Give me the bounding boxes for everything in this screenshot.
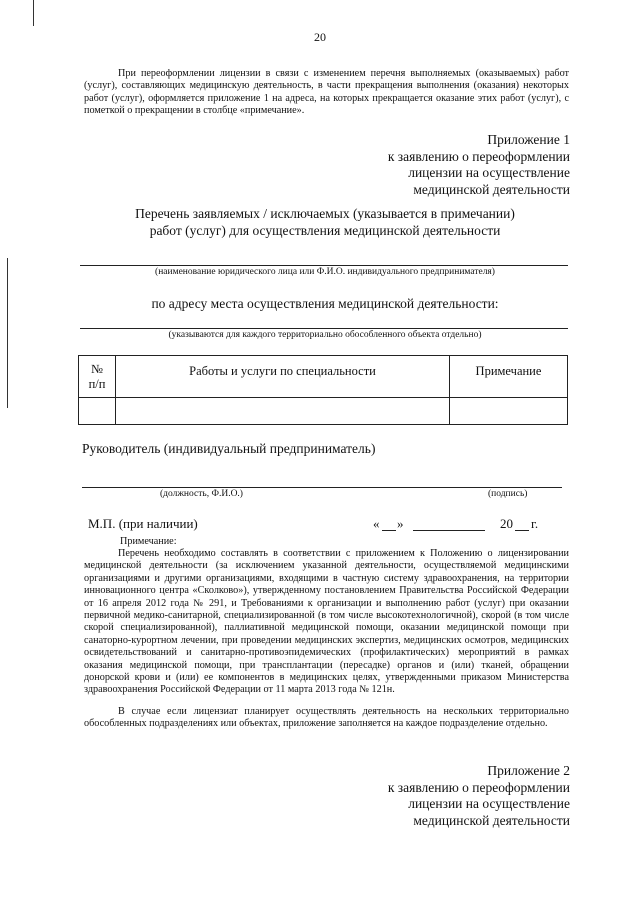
date-month-line[interactable] bbox=[413, 530, 485, 531]
date-year-prefix: 20 bbox=[500, 516, 513, 531]
table-cell-note[interactable] bbox=[450, 398, 568, 425]
page-number: 20 bbox=[314, 30, 326, 44]
stamp-label: М.П. (при наличии) bbox=[88, 516, 198, 531]
date-close-quote: » bbox=[397, 516, 404, 531]
date-year-line[interactable] bbox=[515, 530, 529, 531]
col-services-header: Работы и услуги по специальности bbox=[116, 356, 450, 398]
position-caption: (должность, Ф.И.О.) bbox=[160, 489, 243, 499]
col-number-line1: № bbox=[91, 361, 103, 376]
table-cell-services[interactable] bbox=[116, 398, 450, 425]
table-header-row bbox=[79, 356, 568, 398]
col-number-header bbox=[79, 356, 116, 398]
appendix-1-line: Приложение 1 bbox=[487, 132, 570, 147]
date-day-line[interactable] bbox=[382, 530, 396, 531]
appendix-2-line: медицинской деятельности bbox=[413, 812, 570, 828]
appendix-1-line: лицензии на осуществление bbox=[408, 165, 570, 180]
col-note-header: Примечание bbox=[450, 356, 568, 398]
signature-caption: (подпись) bbox=[488, 489, 528, 499]
appendix-1-line: к заявлению о переоформлении bbox=[387, 148, 570, 164]
appendix-2-line: Приложение 2 bbox=[487, 763, 570, 778]
note-paragraph-1: Перечень необходимо составлять в соответствии с приложением к Положению о лицензировании медицинской деятельности (за исключением указанной деятельности, осуществляемой медицинскими организациями и другими организациями, входящими в частную систему здравоохранения, на территории инновационного центра «Сколково»), утвержденному постановлением Правительства Российской Федерации от 16 апреля 2012 года № 291, и Требованиями к организации и выполнению работ (услуг) при оказании первичной медико-санитарной, специализированной (в том числе высокотехнологичной), скорой (в том числе скорой специализированной), паллиативной медицинской помощи, оказании медицинской помощи при санаторно-курортном лечении, при проведении медицинских экспертиз, медицинских осмотров, медицинских освидетельствований и санитарно-противоэпидемических (профилактических) мероприятий в рамках оказания медицинской помощи, при трансплантации (пересадке) органов и (или) тканей, обращении донорской крови и (или) ее компонентов в медицинских целях, утвержденными приказом Министерства здравоохранения Российской Федерации от 11 марта 2013 года № 121н. bbox=[84, 548, 569, 696]
address-line[interactable] bbox=[80, 328, 568, 329]
form-title bbox=[80, 205, 570, 239]
scan-mark bbox=[7, 258, 8, 408]
intro-paragraph: При переоформлении лицензии в связи с изменением перечня выполняемых (оказываемых) работ (услуг), составляющих медицинскую деятельность, в части прекращения выполнения (оказания) некоторых работ (услуг), оформляется приложение 1 на адреса, на которых прекращается оказание этих работ (услуг), с пометкой о прекращении в столбце «примечание». bbox=[84, 68, 569, 117]
signature-line[interactable] bbox=[82, 487, 562, 488]
note-paragraph-2: В случае если лицензиат планирует осуществлять деятельность на нескольких территориально обособленных подразделениях или объектах, приложение заполняется на каждое подразделение отдельно. bbox=[84, 706, 569, 730]
scan-mark bbox=[33, 0, 34, 26]
address-heading: по адресу места осуществления медицинской деятельности: bbox=[151, 296, 499, 311]
services-table bbox=[78, 355, 568, 425]
entity-name-line[interactable] bbox=[80, 265, 568, 266]
col-number-line2: п/п bbox=[88, 376, 106, 391]
table-cell-number[interactable] bbox=[79, 398, 116, 425]
form-title-line2: работ (услуг) для осуществления медицинской деятельности bbox=[149, 223, 501, 238]
table-row[interactable] bbox=[79, 398, 568, 425]
address-caption: (указываются для каждого территориально обособленного объекта отдельно) bbox=[168, 330, 482, 340]
appendix-1-header bbox=[330, 132, 570, 198]
date-year-suffix: г. bbox=[531, 516, 539, 531]
date-open-quote: « bbox=[373, 516, 380, 531]
signature-heading: Руководитель (индивидуальный предприниматель) bbox=[82, 441, 376, 456]
appendix-1-line: медицинской деятельности bbox=[413, 181, 570, 197]
appendix-2-header bbox=[330, 763, 570, 829]
appendix-2-line: лицензии на осуществление bbox=[408, 796, 570, 811]
form-title-line1: Перечень заявляемых / исключаемых (указывается в примечании) bbox=[135, 206, 515, 221]
entity-caption: (наименование юридического лица или Ф.И.О. индивидуального предпринимателя) bbox=[155, 267, 495, 277]
note-label: Примечание: bbox=[120, 536, 177, 547]
date-field[interactable] bbox=[373, 516, 573, 534]
appendix-2-line: к заявлению о переоформлении bbox=[387, 779, 570, 795]
